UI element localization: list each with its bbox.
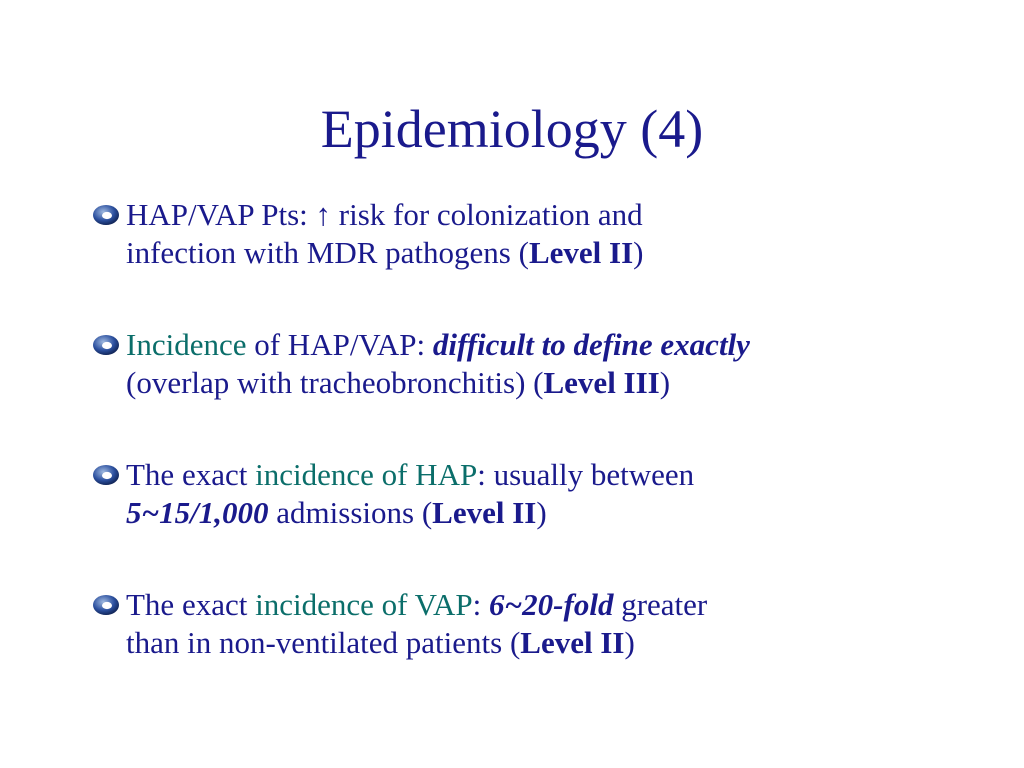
bullet-item — [88, 456, 988, 532]
ring-bullet-icon — [92, 334, 120, 356]
bullet-text: The exact incidence of HAP: usually between 5~15/1,000 admissions (Level II) — [126, 457, 695, 530]
bullet-item — [88, 326, 988, 402]
bullet-item — [88, 196, 988, 272]
bullet-text: Incidence of HAP/VAP: difficult to define exactly (overlap with tracheobronchitis) (Level III) — [126, 327, 750, 400]
bullet-text: HAP/VAP Pts: ↑ risk for colonization and infection with MDR pathogens (Level II) — [126, 197, 644, 270]
bullet-item — [88, 586, 988, 662]
ring-bullet-icon — [92, 464, 120, 486]
bullet-list — [88, 196, 988, 716]
ring-bullet-icon — [92, 594, 120, 616]
ring-bullet-icon — [92, 204, 120, 226]
up-arrow-icon: ↑ — [315, 197, 332, 232]
bullet-text: The exact incidence of VAP: 6~20-fold greater than in non-ventilated patients (Level II) — [126, 587, 708, 660]
slide-title: Epidemiology (4) — [320, 99, 704, 159]
